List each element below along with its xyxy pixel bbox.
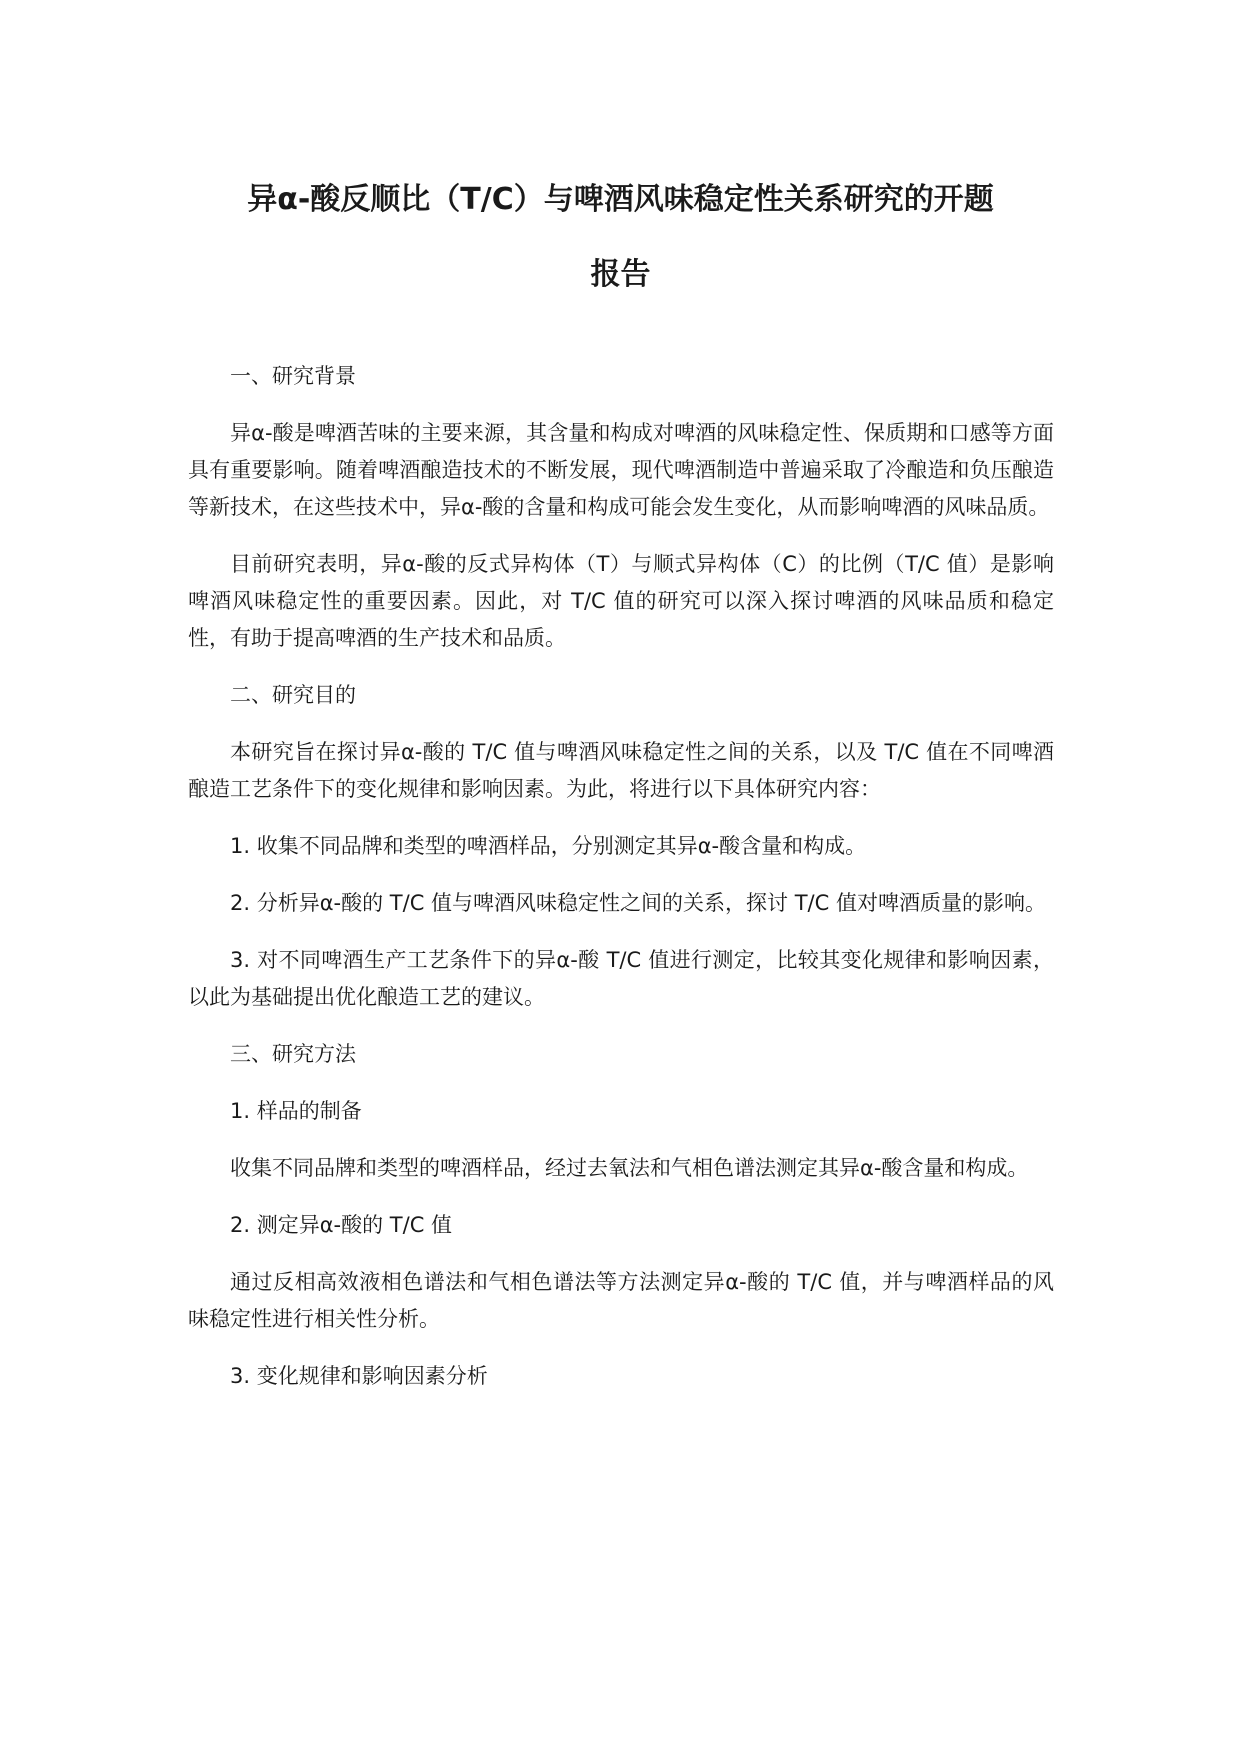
list-item-purpose-2: 2. 分析异α-酸的 T/C 值与啤酒风味稳定性之间的关系，探讨 T/C 值对啤酒质量的影响。 (230, 891, 1046, 915)
section-heading-background: 一、研究背景 (230, 364, 356, 388)
document-title-line-1: 异α-酸反顺比（T/C）与啤酒风味稳定性关系研究的开题 (247, 182, 994, 217)
section-heading-purpose: 二、研究目的 (230, 683, 356, 707)
paragraph-background-2: 目前研究表明，异α-酸的反式异构体（T）与顺式异构体（C）的比例（T/C 值）是影响啤酒风味稳定性的重要因素。因此，对 T/C 值的研究可以深入探讨啤酒的风味品质和稳定性，有助于提高啤酒的生产技术和品质。 (188, 552, 1054, 650)
document-body (188, 358, 1054, 1415)
subheading-sample-preparation: 1. 样品的制备 (230, 1099, 362, 1123)
list-item-purpose-1: 1. 收集不同品牌和类型的啤酒样品，分别测定其异α-酸含量和构成。 (230, 834, 867, 858)
paragraph-tc-measurement: 通过反相高效液相色谱法和气相色谱法等方法测定异α-酸的 T/C 值，并与啤酒样品的风味稳定性进行相关性分析。 (188, 1270, 1054, 1331)
list-item-purpose-3: 3. 对不同啤酒生产工艺条件下的异α-酸 T/C 值进行测定，比较其变化规律和影响因素，以此为基础提出优化酿造工艺的建议。 (188, 948, 1054, 1009)
section-heading-methods: 三、研究方法 (230, 1042, 356, 1066)
subheading-variation-analysis: 3. 变化规律和影响因素分析 (230, 1364, 488, 1388)
subheading-tc-measurement: 2. 测定异α-酸的 T/C 值 (230, 1213, 453, 1237)
paragraph-background-1: 异α-酸是啤酒苦味的主要来源，其含量和构成对啤酒的风味稳定性、保质期和口感等方面具有重要影响。随着啤酒酿造技术的不断发展，现代啤酒制造中普遍采取了冷酿造和负压酿造等新技术，在这些技术中，异α-酸的含量和构成可能会发生变化，从而影响啤酒的风味品质。 (188, 421, 1054, 519)
paragraph-sample-preparation: 收集不同品牌和类型的啤酒样品，经过去氧法和气相色谱法测定其异α-酸含量和构成。 (230, 1156, 1029, 1180)
paragraph-purpose: 本研究旨在探讨异α-酸的 T/C 值与啤酒风味稳定性之间的关系，以及 T/C 值在不同啤酒酿造工艺条件下的变化规律和影响因素。为此，将进行以下具体研究内容： (188, 740, 1054, 801)
document-title-line-2: 报告 (590, 257, 651, 292)
